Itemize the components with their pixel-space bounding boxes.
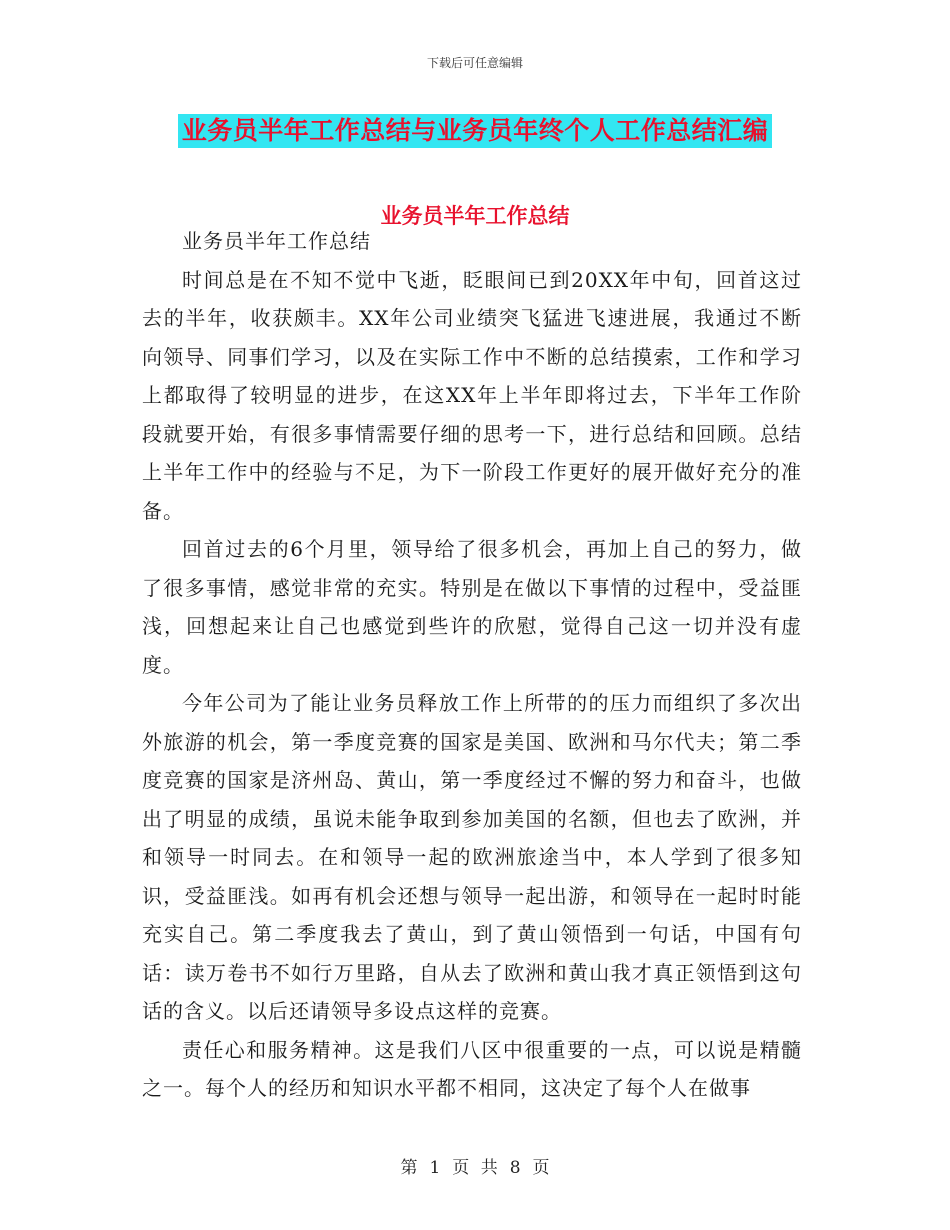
footer-mid: 页 共: [452, 1158, 498, 1178]
page-footer: [0, 1153, 950, 1178]
paragraph-heading: 业务员半年工作总结: [182, 229, 371, 253]
header-note: 下载后可任意编辑: [426, 56, 523, 70]
paragraph: 今年公司为了能让业务员释放工作上所带的的压力而组织了多次出外旅游的机会，第一季度竞赛的国家是美国、欧洲和马尔代夫；第二季度竞赛的国家是济州岛、黄山，第一季度经过不懈的努力和奋斗，也做出了明显的成绩，虽说未能争取到参加美国的名额，但也去了欧洲，并和领导一时同去。在和领导一起的欧洲旅途当中，本人学到了很多知识，受益匪浅。如再有机会还想与领导一起出游，和领导在一起时时能充实自己。第二季度我去了黄山，到了黄山领悟到一句话，中国有句话：读万卷书不如行万里路，自从去了欧洲和黄山我才真正领悟到这句话的含义。以后还请领导多设点这样的竞赛。: [142, 691, 802, 1023]
paragraph: 时间总是在不知不觉中飞逝，眨眼间已到20XX年中旬，回首这过去的半年，收获颇丰。XX年公司业绩突飞猛进飞速进展，我通过不断向领导、同事们学习，以及在实际工作中不断的总结摸索，工作和学习上都取得了较明显的进步，在这XX年上半年即将过去，下半年工作阶段就要开始，有很多事情需要仔细的思考一下，进行总结和回顾。总结上半年工作中的经验与不足，为下一阶段工作更好的展开做好充分的准备。: [142, 267, 802, 523]
body-text: [142, 222, 802, 1108]
paragraph: 责任心和服务精神。这是我们八区中很重要的一点，可以说是精髓之一。每个人的经历和知识水平都不相同，这决定了每个人在做事: [142, 1037, 802, 1100]
section-title: 业务员半年工作总结: [380, 204, 570, 228]
total-pages: 8: [509, 1158, 521, 1178]
paragraph: 回首过去的6个月里，领导给了很多机会，再加上自己的努力，做了很多事情，感觉非常的充实。特别是在做以下事情的过程中，受益匪浅，回想起来让自己也感觉到些许的欣慰，觉得自己这一切并没有虚度。: [142, 537, 802, 677]
main-title-container: [0, 114, 950, 148]
footer-suffix: 页: [532, 1158, 550, 1178]
main-title: 业务员半年工作总结与业务员年终个人工作总结汇编: [178, 114, 773, 148]
page-number: 1: [429, 1158, 441, 1178]
footer-prefix: 第: [400, 1158, 418, 1178]
